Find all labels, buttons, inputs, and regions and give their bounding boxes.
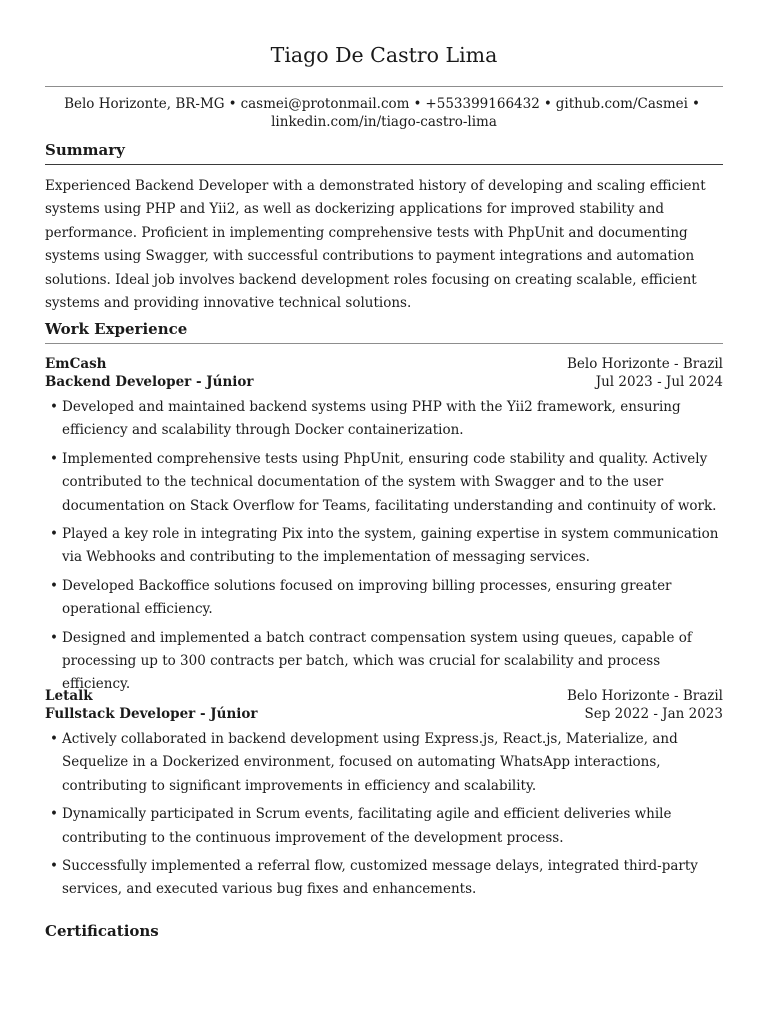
job-bullet: • Implemented comprehensive tests using PhpUnit, ensuring code stability and quality. Actively contributed to the technical documentation of the system with Swagger and to the user documentation on Stack Overflow for Teams, facilitating understanding and continuity of work.: [45, 448, 725, 518]
contact-location: Belo Horizonte, BR-MG: [64, 96, 225, 112]
contact-separator: •: [413, 96, 422, 112]
job-role: Fullstack Developer - Júnior: [45, 706, 258, 722]
section-title-certifications: Certifications: [45, 922, 159, 940]
contact-separator: •: [543, 96, 552, 112]
job-bullet: • Successfully implemented a referral flow, customized message delays, integrated third-party services, and executed various bug fixes and enhancements.: [45, 855, 725, 902]
job-bullet: • Developed Backoffice solutions focused on improving billing processes, ensuring greater operational efficiency.: [45, 575, 725, 622]
contact-email[interactable]: casmei@protonmail.com: [240, 96, 410, 112]
section-title-work-experience: Work Experience: [45, 320, 188, 338]
job-company: Letalk: [45, 688, 93, 704]
job-bullets-emcash: [45, 396, 725, 702]
contact-separator: •: [228, 96, 237, 112]
job-bullets-letalk: [45, 728, 725, 907]
contact-github[interactable]: github.com/Casmei: [555, 96, 688, 112]
job-company: EmCash: [45, 356, 107, 372]
contact-line: [45, 95, 723, 131]
summary-text: Experienced Backend Developer with a demonstrated history of developing and scaling efficient systems using PHP and Yii2, as well as dockerizing applications for improved stability and performance. Proficient in implementing comprehensive tests with PhpUnit and documenting systems using Swagger, with successful contributions to payment integrations and automation solutions. Ideal job involves backend development roles focusing on creating scalable, efficient systems and providing innovative technical solutions.: [45, 178, 706, 312]
contact-phone: +553399166432: [425, 96, 540, 112]
job-bullet: • Actively collaborated in backend development using Express.js, React.js, Materialize, and Sequelize in a Dockerized environment, focused on automating WhatsApp interactions, contributing to significant improvements in efficiency and scalability.: [45, 728, 725, 798]
header-divider: [45, 86, 723, 87]
job-dates: Jul 2023 - Jul 2024: [595, 374, 723, 390]
job-bullet: • Played a key role in integrating Pix into the system, gaining expertise in system communication via Webhooks and contributing to the implementation of messaging services.: [45, 523, 725, 570]
summary-divider: [45, 164, 723, 165]
job-header-letalk: [45, 687, 723, 723]
contact-linkedin[interactable]: linkedin.com/in/tiago-castro-lima: [271, 114, 497, 130]
job-location: Belo Horizonte - Brazil: [567, 356, 723, 372]
job-role: Backend Developer - Júnior: [45, 374, 254, 390]
contact-separator: •: [691, 96, 700, 112]
candidate-name: Tiago De Castro Lima: [270, 43, 498, 67]
job-bullet: • Designed and implemented a batch contract compensation system using queues, capable of processing up to 300 contracts per batch, which was crucial for scalability and process efficiency.: [45, 627, 725, 697]
job-bullet: • Dynamically participated in Scrum events, facilitating agile and efficient deliveries while contributing to the continuous improvement of the development process.: [45, 803, 725, 850]
job-bullet: • Developed and maintained backend systems using PHP with the Yii2 framework, ensuring efficiency and scalability through Docker containerization.: [45, 396, 725, 443]
section-title-summary: Summary: [45, 141, 125, 159]
job-location: Belo Horizonte - Brazil: [567, 688, 723, 704]
job-header-emcash: [45, 355, 723, 391]
work-experience-divider: [45, 343, 723, 344]
job-dates: Sep 2022 - Jan 2023: [584, 706, 723, 722]
